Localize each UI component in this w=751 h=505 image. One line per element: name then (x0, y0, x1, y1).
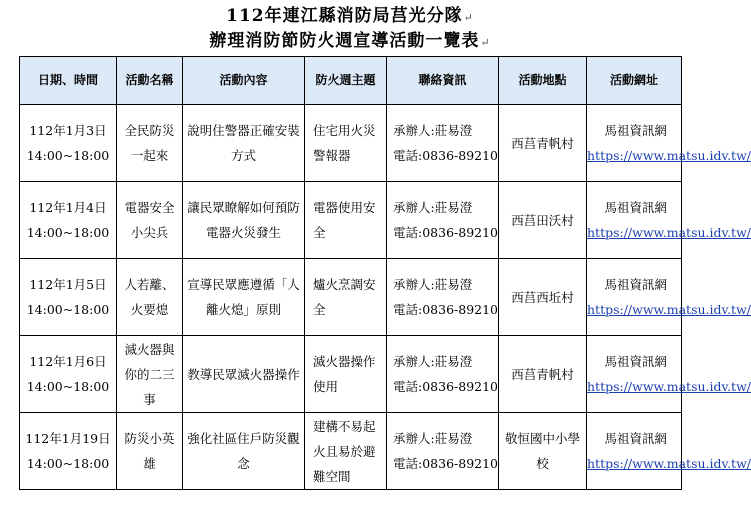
cell-activity-name: 人若離、火要熄 (117, 259, 183, 336)
cell-contact (387, 182, 499, 259)
activity-table (19, 56, 751, 490)
header-theme: 防火週主題 (305, 57, 387, 105)
cell-date-time (20, 105, 117, 182)
cell-theme: 住宅用火災警報器 (305, 105, 387, 182)
contact-phone: 電話:0836-89210 (393, 225, 499, 240)
cell-activity-name: 防災小英雄 (117, 413, 183, 490)
table-row (20, 336, 682, 413)
table-row (20, 105, 682, 182)
cell-theme: 滅火器操作使用 (305, 336, 387, 413)
cell-activity-content: 強化社區住戶防災觀念 (183, 413, 305, 490)
header-date-time: 日期、時間 (20, 57, 117, 105)
cell-location: 西莒青帆村 (499, 105, 587, 182)
time-text: 14:00~18:00 (26, 302, 110, 317)
header-contact: 聯絡資訊 (387, 57, 499, 105)
website-link[interactable]: https://www.matsu.idv.tw/ (587, 302, 751, 317)
website-label: 馬祖資訊網 (604, 431, 667, 446)
contact-phone: 電話:0836-89210 (393, 302, 499, 317)
time-text: 14:00~18:00 (26, 225, 110, 240)
cell-activity-content: 教導民眾滅火器操作 (183, 336, 305, 413)
contact-host: 承辦人:莊易澄 (393, 123, 473, 138)
contact-host: 承辦人:莊易澄 (393, 277, 473, 292)
website-label: 馬祖資訊網 (604, 123, 667, 138)
website-label: 馬祖資訊網 (604, 277, 667, 292)
cell-theme: 建構不易起火且易於避難空間 (305, 413, 387, 490)
cell-website (587, 105, 751, 182)
cell-activity-content: 說明住警器正確安裝方式 (183, 105, 305, 182)
cell-date-time (20, 182, 117, 259)
time-text: 14:00~18:00 (26, 456, 110, 471)
table-row (20, 182, 682, 259)
cell-contact (387, 105, 499, 182)
header-content: 活動內容 (183, 57, 305, 105)
website-label: 馬祖資訊網 (604, 200, 667, 215)
cell-location: 西莒田沃村 (499, 182, 587, 259)
date-text: 112年1月3日 (29, 123, 107, 138)
cell-theme: 爐火烹調安全 (305, 259, 387, 336)
time-text: 14:00~18:00 (26, 148, 110, 163)
document-title-line-2: 辦理消防節防火週宣導活動一覽表↵ (209, 31, 491, 51)
contact-phone: 電話:0836-89210 (393, 379, 499, 394)
cell-date-time (20, 336, 117, 413)
cell-activity-content: 讓民眾瞭解如何預防電器火災發生 (183, 182, 305, 259)
date-text: 112年1月6日 (29, 354, 107, 369)
date-text: 112年1月5日 (29, 277, 107, 292)
cell-website (587, 413, 751, 490)
website-link[interactable]: https://www.matsu.idv.tw/ (587, 379, 751, 394)
cell-contact (387, 259, 499, 336)
cell-activity-name: 全民防災一起來 (117, 105, 183, 182)
cell-activity-name: 電器安全小尖兵 (117, 182, 183, 259)
cell-website (587, 336, 751, 413)
table-row (20, 259, 682, 336)
contact-host: 承辦人:莊易澄 (393, 431, 473, 446)
cell-activity-name: 滅火器與你的二三事 (117, 336, 183, 413)
table-row (20, 413, 682, 490)
table-header-row (20, 57, 682, 105)
website-link[interactable]: https://www.matsu.idv.tw/ (587, 148, 751, 163)
cell-date-time (20, 413, 117, 490)
date-text: 112年1月4日 (29, 200, 107, 215)
cell-activity-content: 宣導民眾應遵循「人離火熄」原則 (183, 259, 305, 336)
cell-location: 西莒西坵村 (499, 259, 587, 336)
header-website: 活動網址 (587, 57, 682, 105)
cell-website (587, 182, 751, 259)
header-location: 活動地點 (499, 57, 587, 105)
contact-host: 承辦人:莊易澄 (393, 200, 473, 215)
cell-location: 敬恒國中小學校 (499, 413, 587, 490)
return-mark: ↵ (480, 36, 491, 49)
header-name: 活動名稱 (117, 57, 183, 105)
cell-website (587, 259, 751, 336)
cell-location: 西莒青帆村 (499, 336, 587, 413)
contact-phone: 電話:0836-89210 (393, 148, 499, 163)
cell-date-time (20, 259, 117, 336)
document-title-line-1: 112年連江縣消防局莒光分隊↵ (226, 6, 474, 26)
contact-phone: 電話:0836-89210 (393, 456, 499, 471)
time-text: 14:00~18:00 (26, 379, 110, 394)
cell-theme: 電器使用安全 (305, 182, 387, 259)
website-label: 馬祖資訊網 (604, 354, 667, 369)
cell-contact (387, 336, 499, 413)
return-mark: ↵ (463, 11, 474, 24)
website-link[interactable]: https://www.matsu.idv.tw/ (587, 225, 751, 240)
date-text: 112年1月19日 (25, 431, 111, 446)
cell-contact (387, 413, 499, 490)
contact-host: 承辦人:莊易澄 (393, 354, 473, 369)
website-link[interactable]: https://www.matsu.idv.tw/ (587, 456, 751, 471)
